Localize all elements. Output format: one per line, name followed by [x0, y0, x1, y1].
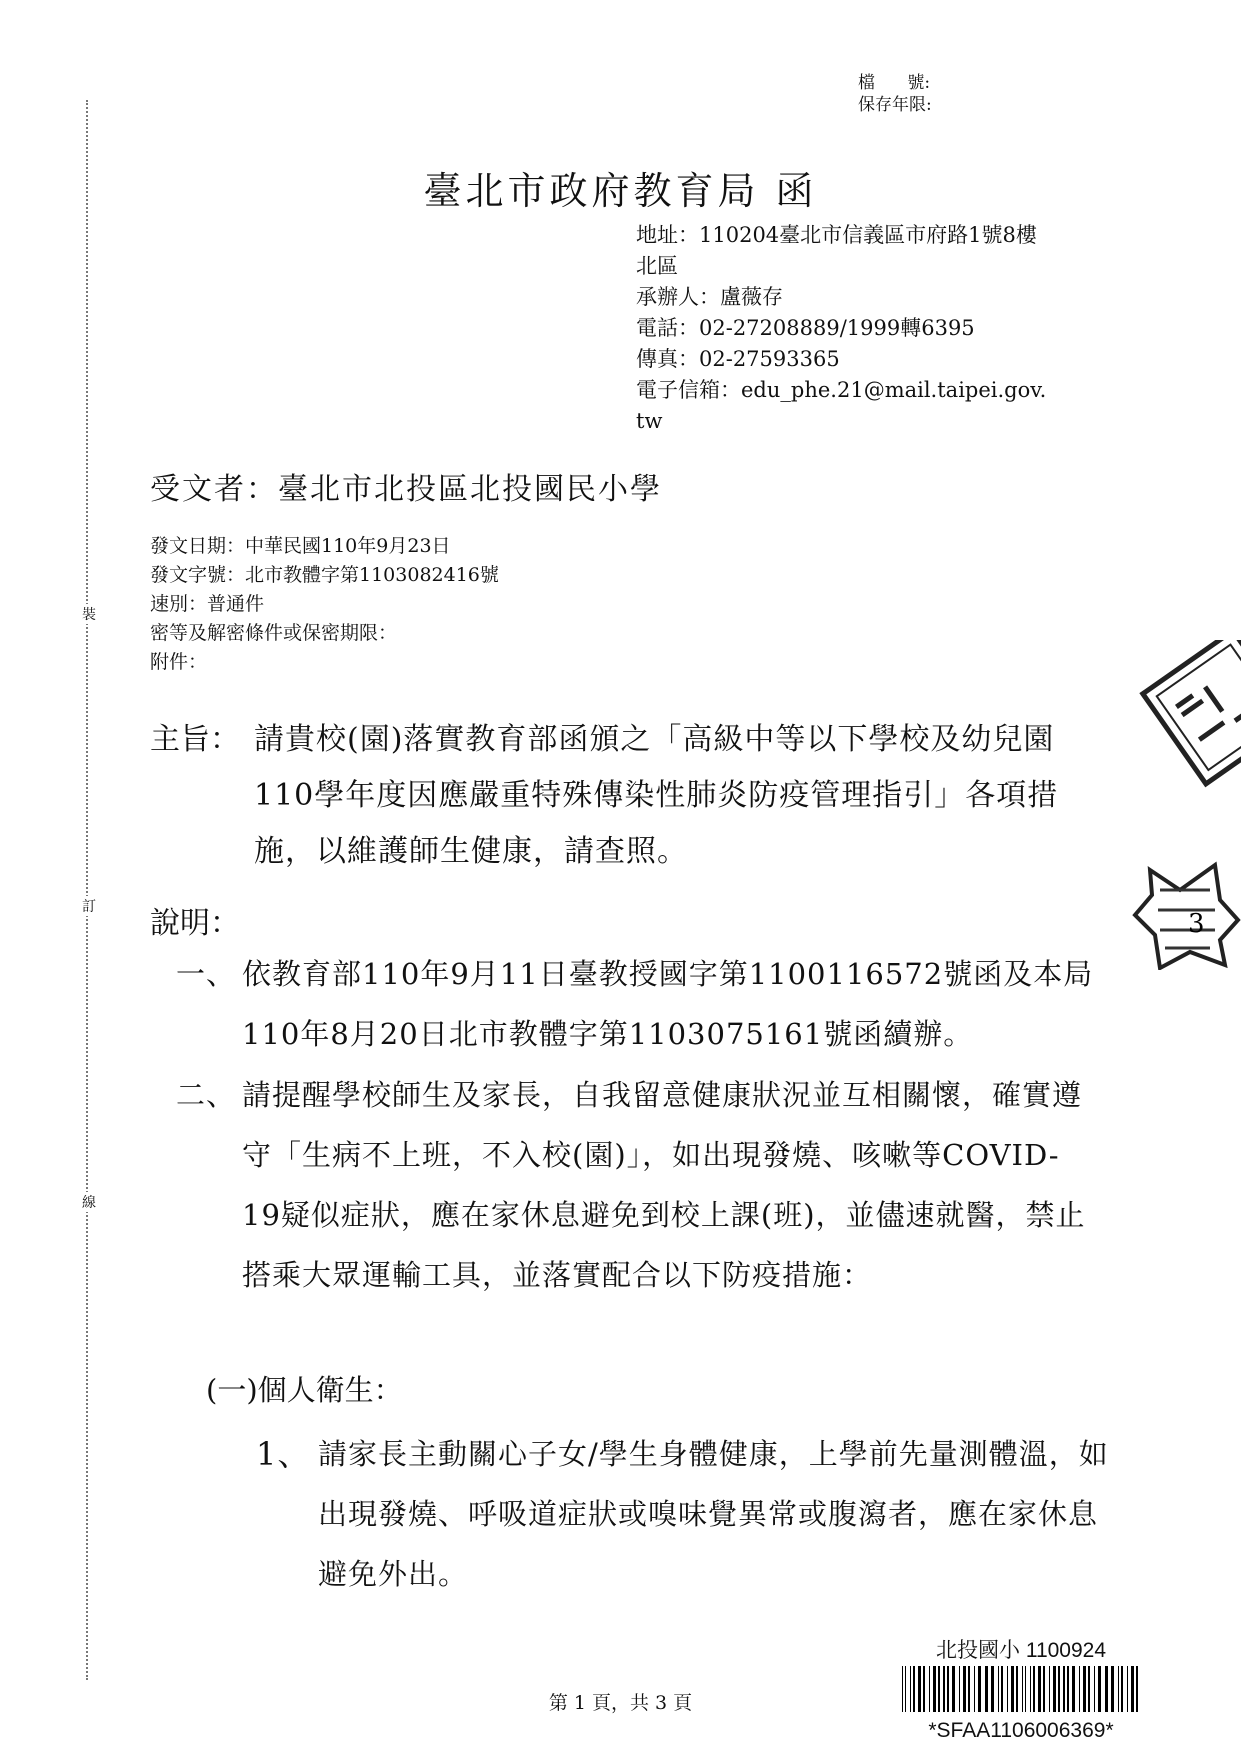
barcode-bar	[1038, 1666, 1041, 1712]
barcode-bar	[991, 1666, 994, 1712]
secrecy: 密等及解密條件或保密期限：	[150, 622, 398, 644]
barcode-bar	[963, 1666, 966, 1712]
para-2-text: 請提醒學校師生及家長，自我留意健康狀況並互相關懷，確實遵守「生病不上班，不入校(園)」，如出現發燒、咳嗽等COVID-19疑似症狀，應在家休息避免到校上課(班)，並儘速就醫，禁止搭乘大眾運輸工具，並落實配合以下防疫措施：	[242, 1078, 1086, 1292]
item-1-text: 請家長主動關心子女/學生身體健康，上學前先量測體溫，如出現發燒、呼吸道症狀或嗅味覺異常或腹瀉者，應在家休息避免外出。	[318, 1437, 1109, 1591]
barcode-bar	[913, 1666, 915, 1712]
barcode-bar	[1030, 1666, 1031, 1712]
explanation-label: 說明：	[150, 906, 240, 941]
barcode-icon	[898, 1664, 1144, 1714]
barcode-label: 北投國小 1100924	[935, 1639, 1107, 1662]
stamp-seal-icon	[1130, 860, 1241, 970]
document-title: 臺北市政府教育局 函	[423, 169, 818, 213]
barcode-bar	[1067, 1666, 1069, 1712]
barcode-block	[898, 1638, 1144, 1743]
barcode-bar	[1053, 1666, 1056, 1712]
barcode-bar	[1079, 1666, 1080, 1712]
issue-date: 發文日期：中華民國110年9月23日	[150, 535, 451, 557]
barcode-bar	[943, 1666, 945, 1712]
page-footer: 第 1 頁，共 3 頁	[548, 1692, 693, 1714]
barcode-bar	[1063, 1666, 1065, 1712]
contact-block	[636, 220, 1106, 437]
barcode-bar	[1011, 1666, 1014, 1712]
barcode-bar	[1088, 1666, 1090, 1712]
binding-line	[86, 100, 98, 1680]
barcode-bar	[933, 1666, 936, 1712]
barcode-bar	[998, 1666, 999, 1712]
para-1-number: 一、	[176, 957, 237, 991]
binding-mark-ding: 訂	[82, 896, 96, 916]
barcode-bar	[1007, 1666, 1008, 1712]
barcode-bar	[905, 1666, 906, 1712]
email-line-2: tw	[636, 409, 663, 433]
barcode-bar	[1058, 1666, 1060, 1712]
barcode-bar	[968, 1666, 970, 1712]
barcode-bar	[1001, 1666, 1003, 1712]
explanation-para-1	[176, 944, 1096, 1064]
document-number: 發文字號：北市教體字第1103082416號	[150, 564, 499, 586]
para-2-number: 二、	[176, 1078, 237, 1112]
barcode-bar	[918, 1666, 921, 1712]
barcode-bar	[929, 1666, 930, 1712]
para-1-text: 依教育部110年9月11日臺教授國字第1100116572號函及本局110年8月20日北市教體字第1103075161號函續辦。	[242, 957, 1094, 1051]
binding-mark-xian: 線	[82, 1192, 96, 1212]
barcode-bar	[952, 1666, 955, 1712]
barcode-bar	[1121, 1666, 1123, 1712]
barcode-bar	[978, 1666, 981, 1712]
attachment: 附件：	[150, 651, 208, 673]
recipient: 受文者：臺北市北投區北投國民小學	[150, 472, 662, 507]
address-line-2: 北區	[636, 254, 678, 278]
filing-info	[858, 72, 932, 116]
barcode-bar	[1043, 1666, 1045, 1712]
document-meta	[150, 532, 499, 677]
handler: 承辦人：盧薇存	[636, 285, 783, 309]
barcode-bar	[938, 1666, 940, 1712]
file-number-label: 檔 號:	[858, 73, 931, 93]
barcode-bar	[1136, 1666, 1138, 1712]
seal-digit: 3	[1188, 909, 1205, 939]
address: 地址：110204臺北市信義區市府路1號8樓	[636, 223, 1037, 247]
barcode-bar	[1127, 1666, 1128, 1712]
barcode-bar	[910, 1666, 911, 1712]
speed: 速別：普通件	[150, 593, 265, 615]
subject	[150, 712, 1100, 880]
electronic-seal-icon	[1130, 640, 1241, 800]
phone: 電話：02-27208889/1999轉6395	[636, 316, 975, 340]
fax: 傳真：02-27593365	[636, 347, 840, 371]
email: 電子信箱：edu_phe.21@mail.taipei.gov.	[636, 378, 1047, 402]
binding-mark-zhuang: 裝	[82, 604, 96, 624]
barcode-bar	[1131, 1666, 1134, 1712]
barcode-bar	[1111, 1666, 1114, 1712]
item-1	[256, 1424, 1116, 1604]
retention-label: 保存年限:	[858, 95, 932, 115]
barcode-bar	[1118, 1666, 1119, 1712]
barcode-bar	[1098, 1666, 1101, 1712]
barcode-bar	[947, 1666, 949, 1712]
barcode-bar	[985, 1666, 988, 1712]
subsection-1: (一)個人衛生：	[206, 1373, 403, 1407]
barcode-bar	[1025, 1666, 1026, 1712]
subject-text: 請貴校(園)落實教育部函頒之「高級中等以下學校及幼兒園110學年度因應嚴重特殊傳染性肺炎防疫管理指引」各項措施，以維護師生健康，請查照。	[254, 722, 1059, 869]
barcode-bar	[902, 1666, 903, 1712]
barcode-bar	[923, 1666, 925, 1712]
barcode-bar	[1033, 1666, 1035, 1712]
barcode-bar	[959, 1666, 960, 1712]
barcode-bar	[974, 1666, 975, 1712]
explanation-para-2	[176, 1065, 1096, 1305]
barcode-code: *SFAA1106006369*	[928, 1719, 1114, 1742]
barcode-bar	[1049, 1666, 1050, 1712]
subject-label: 主旨：	[150, 722, 240, 757]
barcode-bar	[1022, 1666, 1023, 1712]
barcode-bar	[1105, 1666, 1108, 1712]
item-1-number: 1、	[256, 1435, 311, 1473]
barcode-bar	[1094, 1666, 1095, 1712]
barcode-bar	[1016, 1666, 1018, 1712]
barcode-bar	[1083, 1666, 1086, 1712]
barcode-bar	[1072, 1666, 1075, 1712]
